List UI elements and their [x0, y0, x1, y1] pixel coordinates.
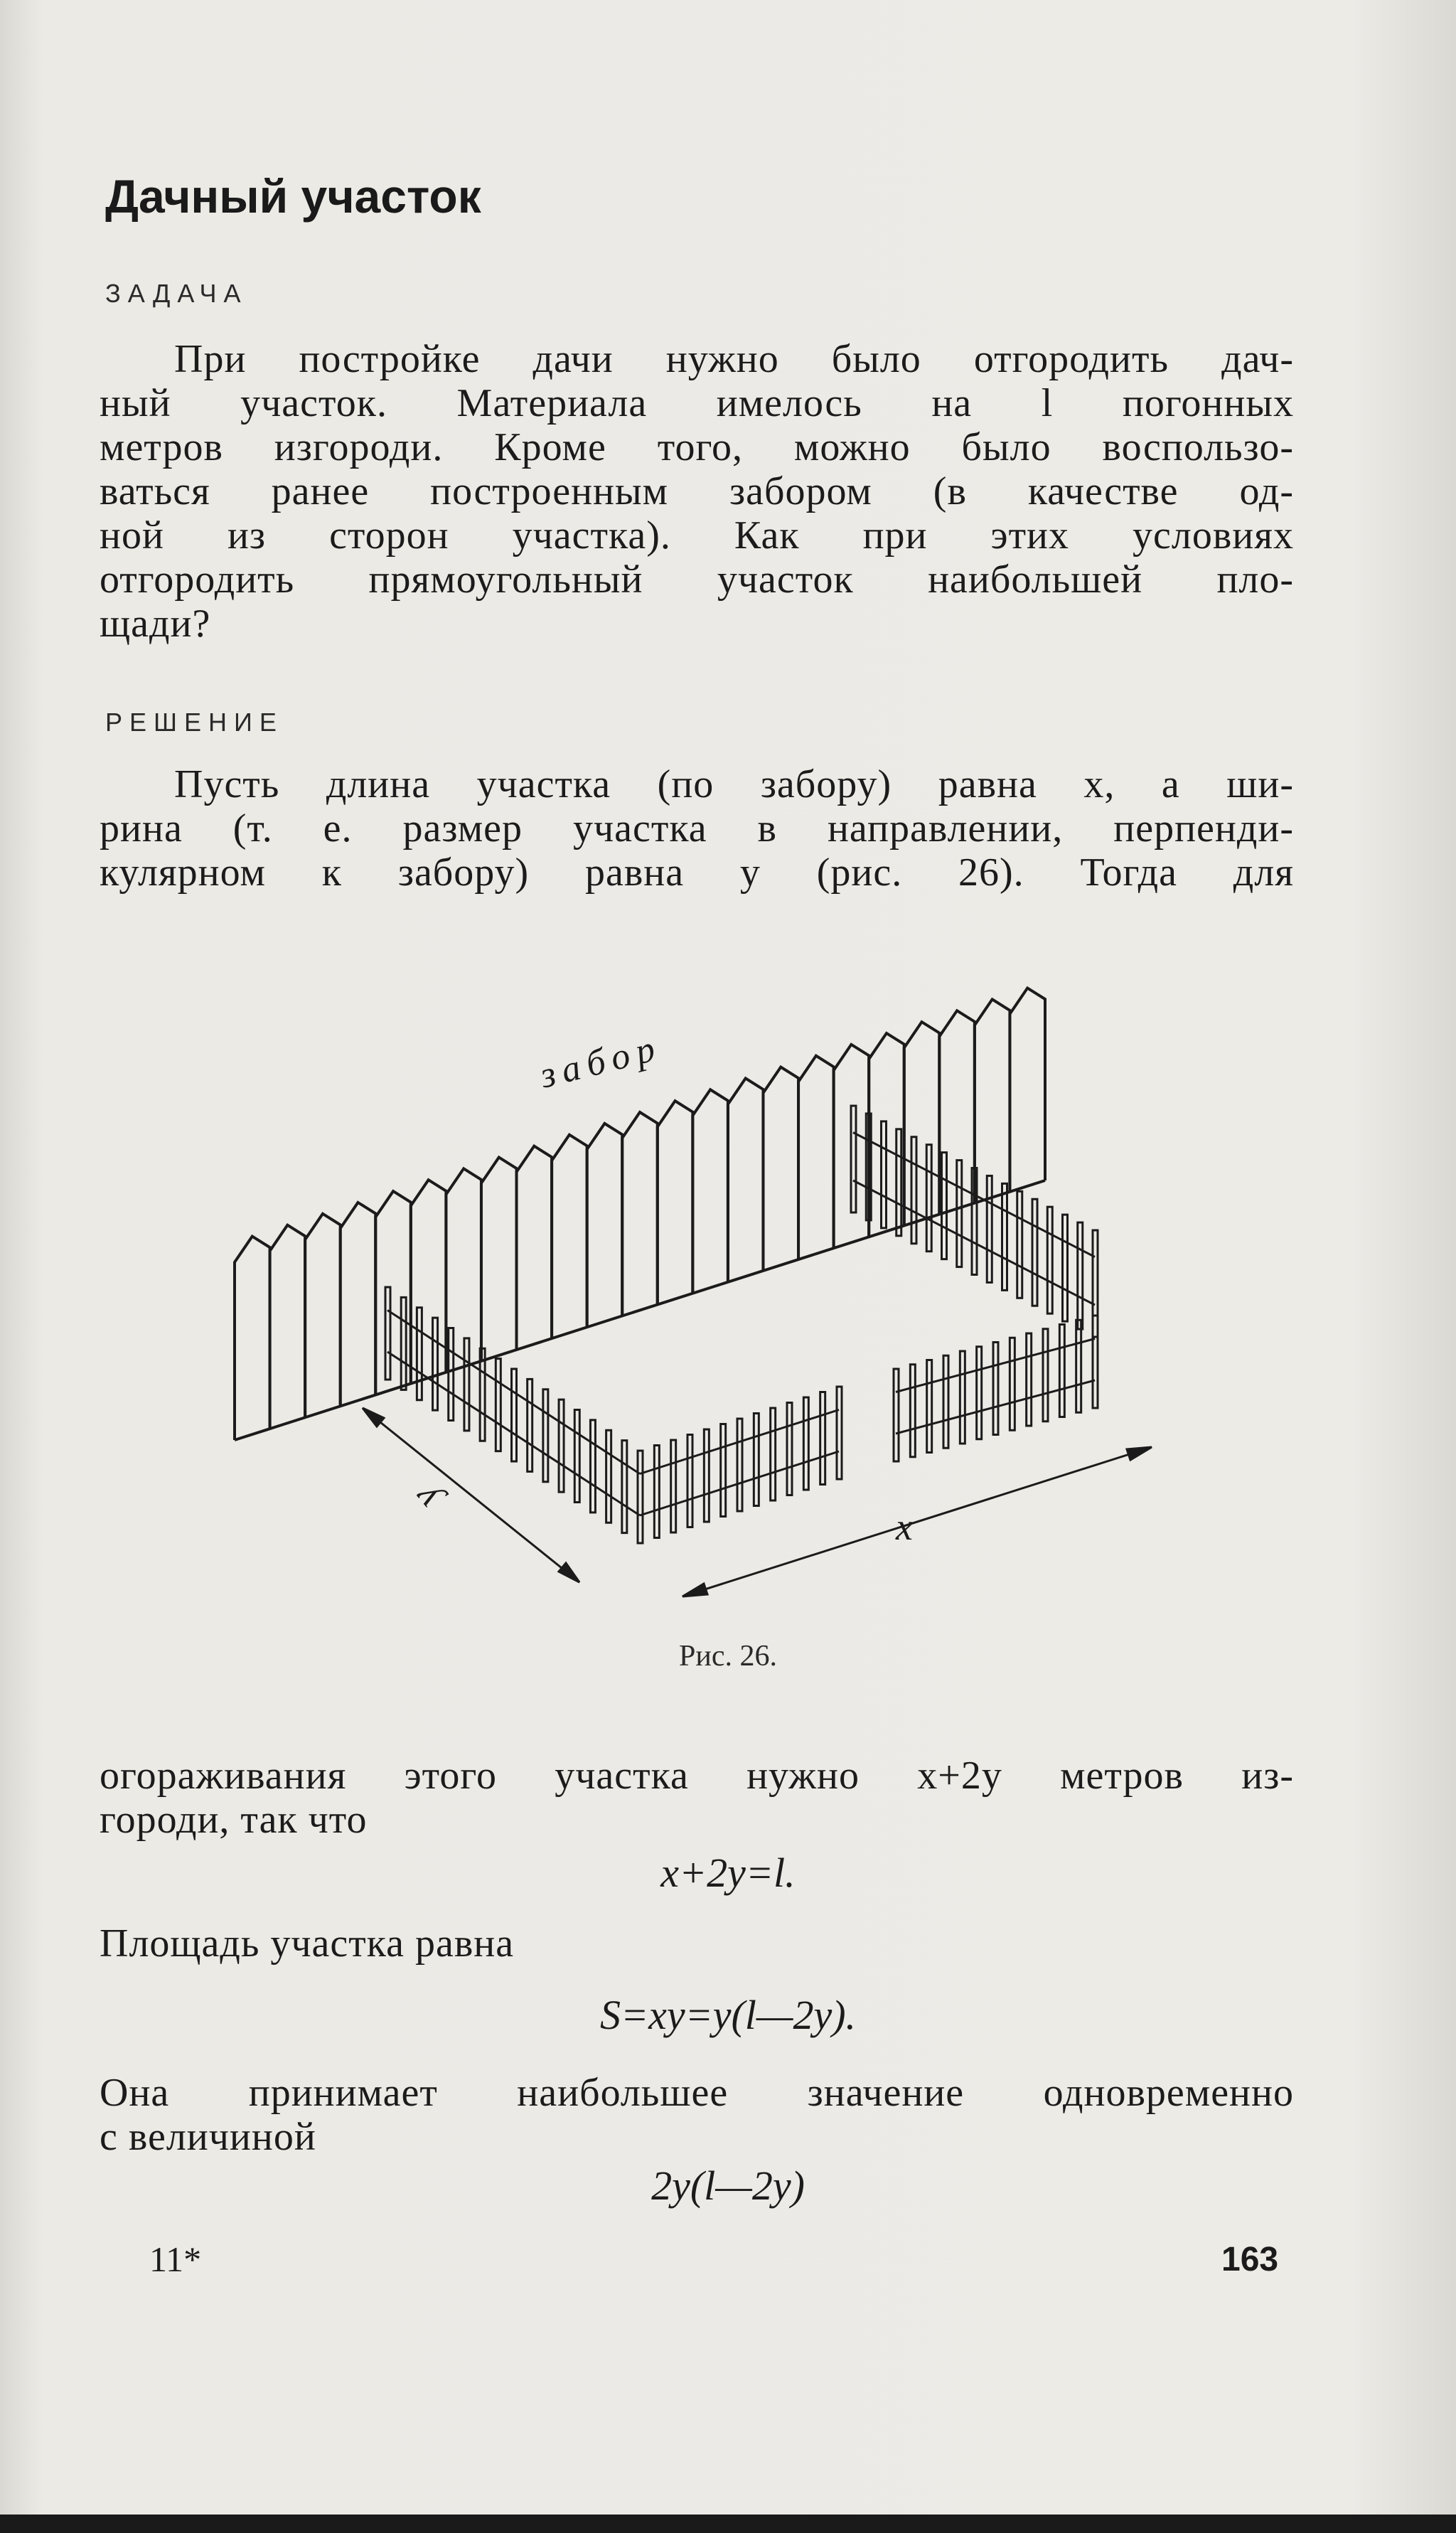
fence-paling [417, 1308, 422, 1400]
figure-caption: Рис. 26. [679, 1640, 777, 1673]
fence-paling [590, 1420, 595, 1513]
solution-label: РЕШЕНИЕ [105, 708, 284, 737]
fence-paling [993, 1343, 998, 1435]
right-short-fence [894, 1316, 1098, 1461]
fence-paling [1032, 1199, 1037, 1306]
fence-paling [820, 1392, 825, 1485]
fence-picket [305, 1214, 341, 1417]
equation-2: S=xy=y(l—2y). [599, 1992, 857, 2038]
fence-picket [692, 1089, 728, 1293]
arrow-head [1127, 1447, 1152, 1460]
fence-paling [687, 1435, 692, 1527]
fence-paling [464, 1338, 469, 1431]
fence-paling [528, 1379, 532, 1471]
fence-paling [1078, 1222, 1083, 1329]
solution-line: кулярном к забору) равна y (рис. 26). Тогда для [100, 850, 1294, 895]
fence-paling [960, 1351, 965, 1444]
max-line: Она принимает наибольшее значение одновременно [100, 2071, 1294, 2115]
fence-paling [496, 1359, 500, 1451]
task-paragraph [100, 337, 1294, 646]
fence-paling [401, 1297, 406, 1390]
fence-paling [1076, 1320, 1081, 1412]
fence-picket [1010, 988, 1045, 1191]
fence-paling [754, 1414, 759, 1506]
fence-paling [837, 1387, 842, 1479]
fence-picket [904, 1022, 940, 1225]
fence-paling [1059, 1325, 1064, 1417]
fence-paling [449, 1328, 454, 1421]
scan-edge [0, 2515, 1456, 2533]
fence-paling [737, 1419, 742, 1511]
task-line: ной из сторон участка). Как при этих условиях [100, 513, 1294, 558]
fence-paling [927, 1360, 932, 1453]
fence-paling [704, 1429, 709, 1522]
fence-paling [894, 1369, 899, 1461]
fence-picket [798, 1056, 834, 1259]
left-short-fence [385, 1287, 842, 1543]
area-paragraph [100, 1921, 1294, 1966]
task-line: метров изгороди. Кроме того, можно было воспользо- [100, 425, 1294, 469]
fence-figure [213, 939, 1194, 1607]
dimension-y-line [363, 1408, 579, 1582]
fence-picket [587, 1124, 623, 1327]
task-line: ваться ранее построенным забором (в качестве од- [100, 469, 1294, 513]
signature-mark: 11* [149, 2239, 202, 2279]
fence-paling [803, 1397, 808, 1490]
fence-paling [910, 1365, 915, 1457]
fence-paling [1093, 1230, 1098, 1337]
equation-3: 2y(l—2y) [651, 2163, 805, 2209]
continuation-paragraph [100, 1754, 1294, 1842]
fence-paling [771, 1408, 776, 1500]
fence-paling [957, 1161, 962, 1267]
fence-paling [721, 1424, 726, 1517]
fence-paling [882, 1121, 887, 1228]
fence-rail [387, 1311, 640, 1474]
task-line: При постройке дачи нужно было отгородить дач- [174, 337, 1294, 381]
area-line: Площадь участка равна [100, 1921, 515, 1966]
fence-paling [606, 1430, 611, 1523]
equation-1: x+2y=l. [660, 1850, 796, 1896]
fence-picket [552, 1135, 587, 1338]
fence-picket [728, 1078, 764, 1281]
max-paragraph [100, 2071, 1294, 2159]
dimension-y-label: y [403, 1478, 448, 1519]
arrow-head [559, 1563, 579, 1582]
fence-picket [622, 1112, 658, 1316]
fence-paling [987, 1175, 992, 1282]
fence-picket [235, 1237, 270, 1440]
dimension-x-label: x [896, 1505, 913, 1548]
section-heading: Дачный участок [105, 170, 481, 223]
fence-label: забор [536, 1027, 666, 1097]
fence-picket [517, 1146, 552, 1350]
fence-paling [671, 1440, 676, 1532]
continuation-line: городи, так что [100, 1798, 368, 1842]
fence-paling [512, 1369, 517, 1461]
fence-paling [622, 1441, 627, 1533]
solution-paragraph [100, 762, 1294, 895]
fence-paling [654, 1446, 659, 1538]
fence-paling [787, 1403, 792, 1495]
fence-paling [1063, 1215, 1068, 1321]
solution-line: рина (т. е. размер участка в направлении, перпенди- [100, 806, 1294, 850]
fence-paling [911, 1137, 916, 1244]
fence-paling [574, 1410, 579, 1503]
task-line: щади? [100, 602, 211, 646]
page-number: 163 [1221, 2241, 1279, 2278]
solution-line: Пусть длина участка (по забору) равна x, а ши- [174, 762, 1294, 806]
arrow-head [682, 1584, 707, 1596]
fence-paling [1002, 1183, 1007, 1290]
fence-paling [942, 1153, 947, 1259]
task-label: ЗАДАЧА [105, 279, 248, 308]
fence-paling [926, 1145, 931, 1252]
fence-paling [638, 1451, 643, 1543]
fence-paling [977, 1347, 982, 1439]
fence-paling [1027, 1333, 1032, 1426]
fence-base-line [235, 1180, 1045, 1440]
continuation-line: огораживания этого участка нужно x+2y метров из- [100, 1754, 1294, 1798]
fence-paling [433, 1318, 438, 1410]
fence-picket [481, 1157, 517, 1360]
fence-paling [543, 1390, 548, 1482]
fence-paling [943, 1355, 948, 1448]
fence-paling [851, 1106, 856, 1212]
fence-paling [1017, 1191, 1022, 1298]
task-line: ный участок. Материала имелось на l погонных [100, 381, 1294, 425]
fence-picket [975, 999, 1010, 1202]
fence-paling [385, 1287, 390, 1380]
fence-paling [1043, 1329, 1048, 1422]
fence-paling [1047, 1207, 1052, 1313]
task-line: отгородить прямоугольный участок наибольшей пло- [100, 558, 1294, 602]
fence-picket [270, 1225, 306, 1429]
fence-paling [1010, 1338, 1015, 1430]
fence-paling [480, 1348, 485, 1441]
fence-picket [763, 1067, 798, 1271]
max-line: с величиной [100, 2115, 316, 2159]
fence-picket [341, 1202, 376, 1406]
fence-paling [559, 1399, 564, 1492]
fence-picket [658, 1101, 693, 1304]
fence-paling [896, 1129, 901, 1236]
